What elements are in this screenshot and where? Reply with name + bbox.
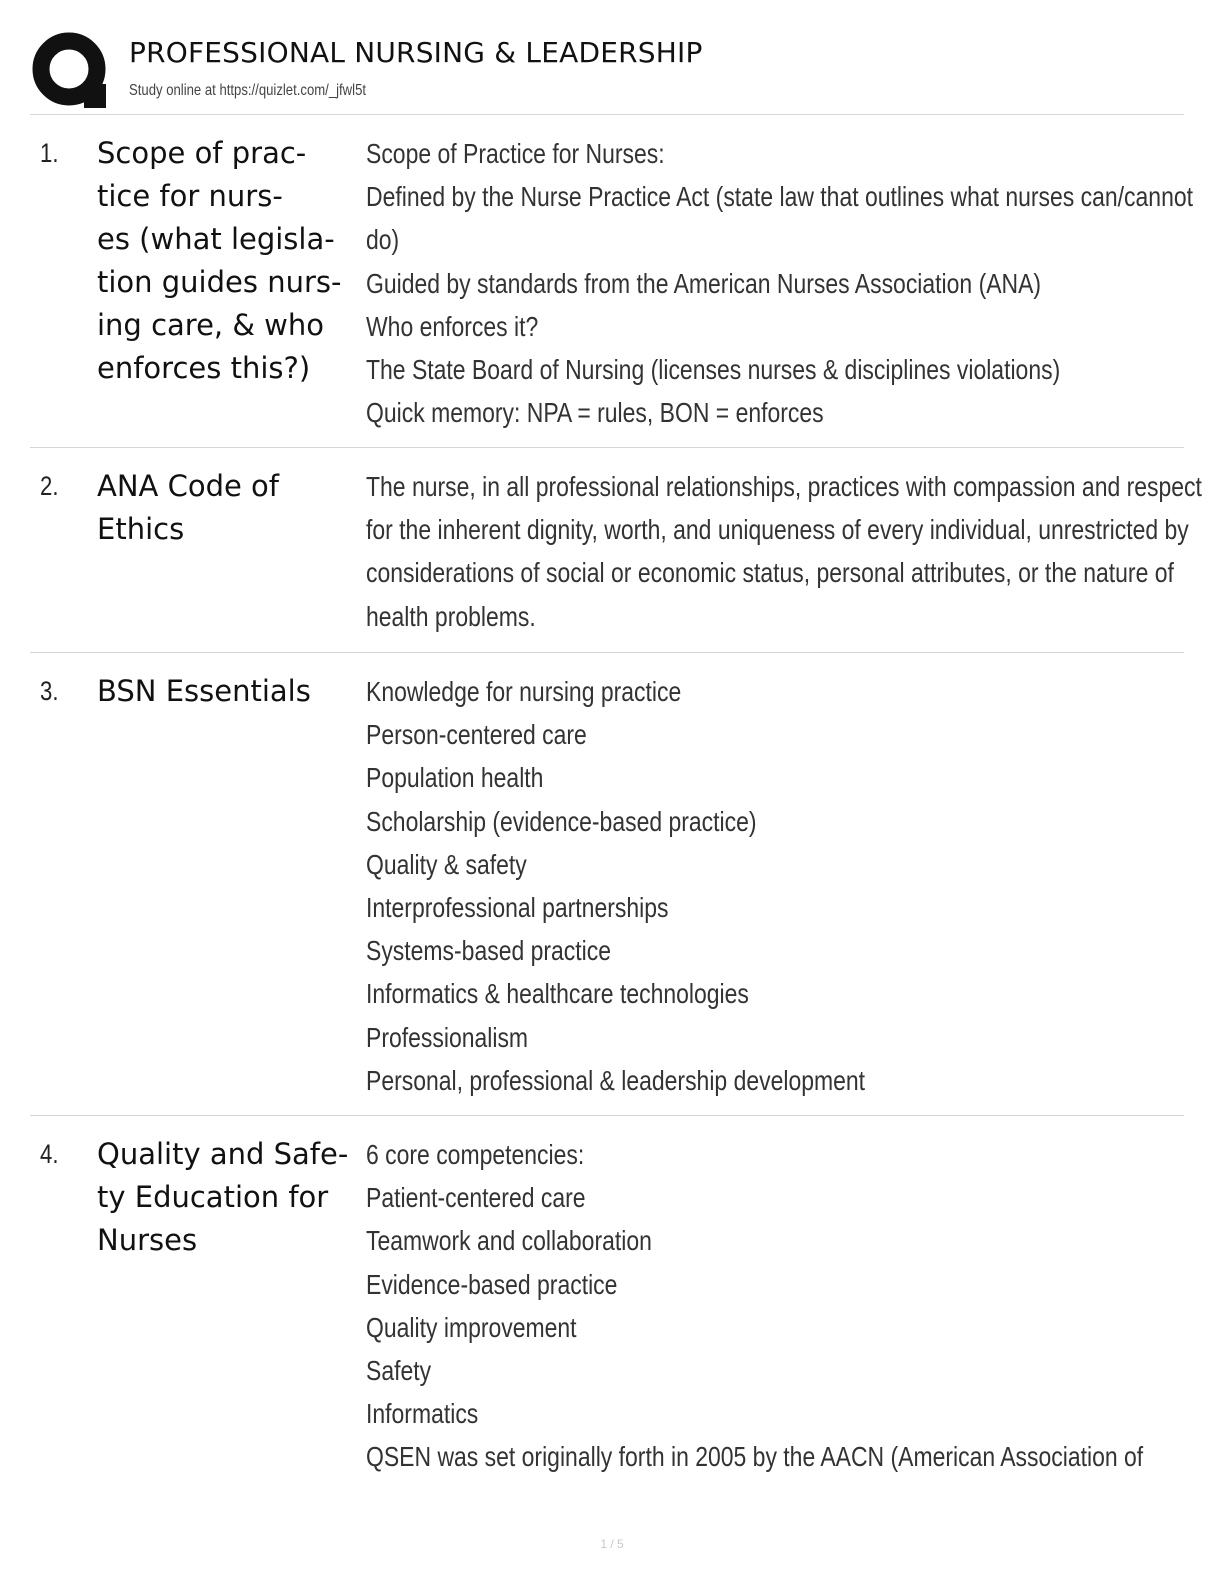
definition-line: Teamwork and collaboration [366, 1225, 652, 1257]
flashcard-row [30, 652, 1184, 1116]
card-number: 3. [40, 676, 59, 706]
card-definition [366, 465, 1202, 638]
definition-line: Professionalism [366, 1021, 529, 1053]
definition-line: Patient-centered care [366, 1182, 586, 1214]
definition-line: Quality improvement [366, 1311, 577, 1343]
flashcard-row [30, 114, 1194, 448]
card-term: Quality and Safe- ty Education for Nurses [97, 1137, 349, 1257]
definition-line: 6 core competencies: [366, 1139, 585, 1170]
card-definition [366, 1133, 1182, 1479]
definition-line: The State Board of Nursing (licenses nurses & disciplines violations) [366, 354, 1061, 386]
card-number: 1. [40, 138, 59, 168]
definition-line: considerations of social or economic status, personal attributes, or the nature of [366, 557, 1174, 589]
card-term: BSN Essentials [97, 674, 311, 708]
card-definition [366, 132, 1194, 434]
definition-line: Informatics [366, 1398, 479, 1430]
quizlet-logo-icon [32, 32, 110, 110]
card-term: ANA Code of Ethics [97, 469, 280, 546]
definition-line: Who enforces it? [366, 310, 539, 342]
definition-line: Systems-based practice [366, 935, 612, 967]
definition-line: Quick memory: NPA = rules, BON = enforces [366, 397, 824, 429]
page-number: 1 / 5 [600, 1537, 624, 1551]
definition-line: Guided by standards from the American Nurses Association (ANA) [366, 267, 1042, 299]
definition-line: Evidence-based practice [366, 1268, 618, 1300]
flashcard-row [30, 1115, 1184, 1495]
card-number: 4. [40, 1139, 59, 1169]
definition-line: Population health [366, 762, 544, 794]
definition-line: health problems. [366, 600, 536, 632]
card-definition [366, 670, 1182, 1102]
card-term: Scope of prac- tice for nurs- es (what legisla- tion guides nurs- ing care, & who enforces this?) [97, 136, 342, 385]
page-header [30, 28, 1184, 115]
definition-line: Safety [366, 1355, 432, 1387]
definition-line: Personal, professional & leadership development [366, 1064, 866, 1096]
definition-line: Informatics & healthcare technologies [366, 978, 749, 1010]
card-number: 2. [40, 471, 59, 501]
definition-line: Defined by the Nurse Practice Act (state law that outlines what nurses can/cannot [366, 181, 1194, 213]
definition-line: for the inherent dignity, worth, and uniqueness of every individual, unrestricted by [366, 514, 1189, 546]
definition-line: Interprofessional partnerships [366, 892, 669, 924]
definition-line: Scope of Practice for Nurses: [366, 138, 665, 169]
definition-line: Quality & safety [366, 848, 527, 880]
definition-line: Knowledge for nursing practice [366, 676, 682, 707]
flashcard-row [30, 447, 1202, 653]
document-title: PROFESSIONAL NURSING & LEADERSHIP [129, 36, 703, 69]
definition-line: do) [366, 224, 400, 256]
definition-line: Person-centered care [366, 719, 587, 751]
definition-line: The nurse, in all professional relationships, practices with compassion and respect [366, 471, 1202, 502]
definition-line: QSEN was set originally forth in 2005 by the AACN (American Association of [366, 1441, 1144, 1473]
study-online-link[interactable]: Study online at https://quizlet.com/_jfwl5t [129, 82, 367, 99]
definition-line: Scholarship (evidence-based practice) [366, 805, 757, 837]
